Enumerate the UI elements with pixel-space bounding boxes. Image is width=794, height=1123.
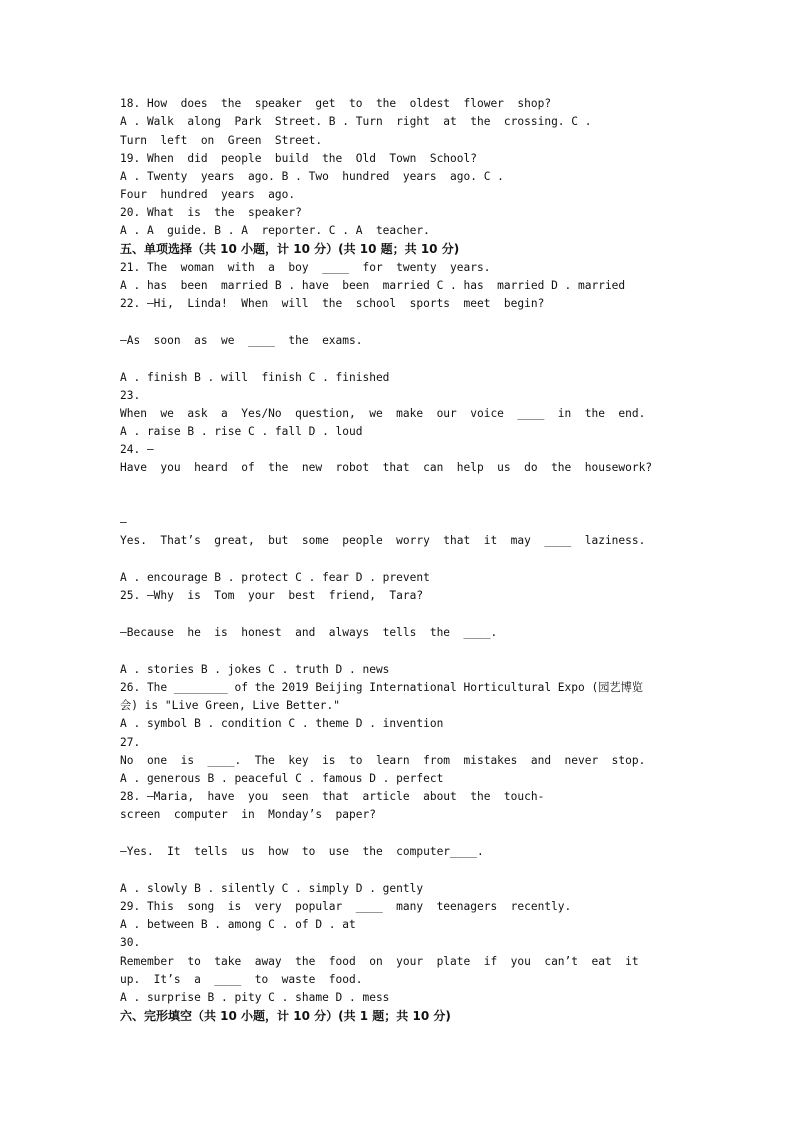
question-29: 29. This song is very popular ____ many teenagers recently. [120,900,572,913]
section-heading-6: 六、完形填空（共 10 小题，计 10 分）(共 1 题；共 10 分) [120,1009,451,1023]
section-heading-5: 五、单项选择（共 10 小题，计 10 分）(共 10 题；共 10 分) [120,242,460,256]
question-22: 22. —Hi, Linda! When will the school sports meet begin? [120,297,545,310]
question-26-options: A . symbol B . condition C . theme D . invention [120,717,444,730]
question-26-cont: 会) is "Live Green, Live Better." [120,699,340,712]
question-21-options: A . has been married B . have been married C . has married D . married [120,279,626,292]
question-23-number: 23. [120,389,141,402]
question-26: 26. The ________ of the 2019 Beijing International Horticultural Expo (园艺博览 [120,681,643,694]
question-19-options: A . Twenty years ago. B . Two hundred years ago. C . [120,170,504,183]
question-27: No one is ____. The key is to learn from mistakes and never stop. [120,754,646,767]
question-23: When we ask a Yes/No question, we make our voice ____ in the end. [120,407,646,420]
question-22-reply: —As soon as we ____ the exams. [120,334,363,347]
question-18: 18. How does the speaker get to the oldest flower shop? [120,97,552,110]
question-20: 20. What is the speaker? [120,206,302,219]
question-28-options: A . slowly B . silently C . simply D . gently [120,882,424,895]
question-25-reply: —Because he is honest and always tells the ____. [120,626,498,639]
question-24-reply: Yes. That’s great, but some people worry that it may ____ laziness. [120,534,646,547]
question-28-reply: —Yes. It tells us how to use the computer____. [120,845,484,858]
question-30-number: 30. [120,936,141,949]
question-18-options: A . Walk along Park Street. B . Turn right at the crossing. C . [120,115,592,128]
question-28: 28. —Maria, have you seen that article about the touch- [120,790,545,803]
question-24: Have you heard of the new robot that can help us do the housework? [120,461,653,474]
question-19-options-cont: Four hundred years ago. [120,188,296,201]
question-25: 25. —Why is Tom your best friend, Tara? [120,589,424,602]
question-30-cont: up. It’s a ____ to waste food. [120,973,363,986]
question-27-options: A . generous B . peaceful C . famous D . perfect [120,772,444,785]
question-18-options-cont: Turn left on Green Street. [120,134,323,147]
question-28-cont: screen computer in Monday’s paper? [120,808,376,821]
question-30-options: A . surprise B . pity C . shame D . mess [120,991,390,1004]
question-24-number: 24. — [120,443,154,456]
question-29-options: A . between B . among C . of D . at [120,918,356,931]
question-19: 19. When did people build the Old Town School? [120,152,477,165]
question-24-dash: — [120,516,127,529]
question-20-options: A . A guide. B . A reporter. C . A teacher. [120,224,430,237]
question-25-options: A . stories B . jokes C . truth D . news [120,663,390,676]
question-23-options: A . raise B . rise C . fall D . loud [120,425,363,438]
question-21: 21. The woman with a boy ____ for twenty years. [120,261,491,274]
question-22-options: A . finish B . will finish C . finished [120,371,390,384]
question-30: Remember to take away the food on your plate if you can’t eat it [120,955,639,968]
question-27-number: 27. [120,736,141,749]
question-24-options: A . encourage B . protect C . fear D . prevent [120,571,430,584]
